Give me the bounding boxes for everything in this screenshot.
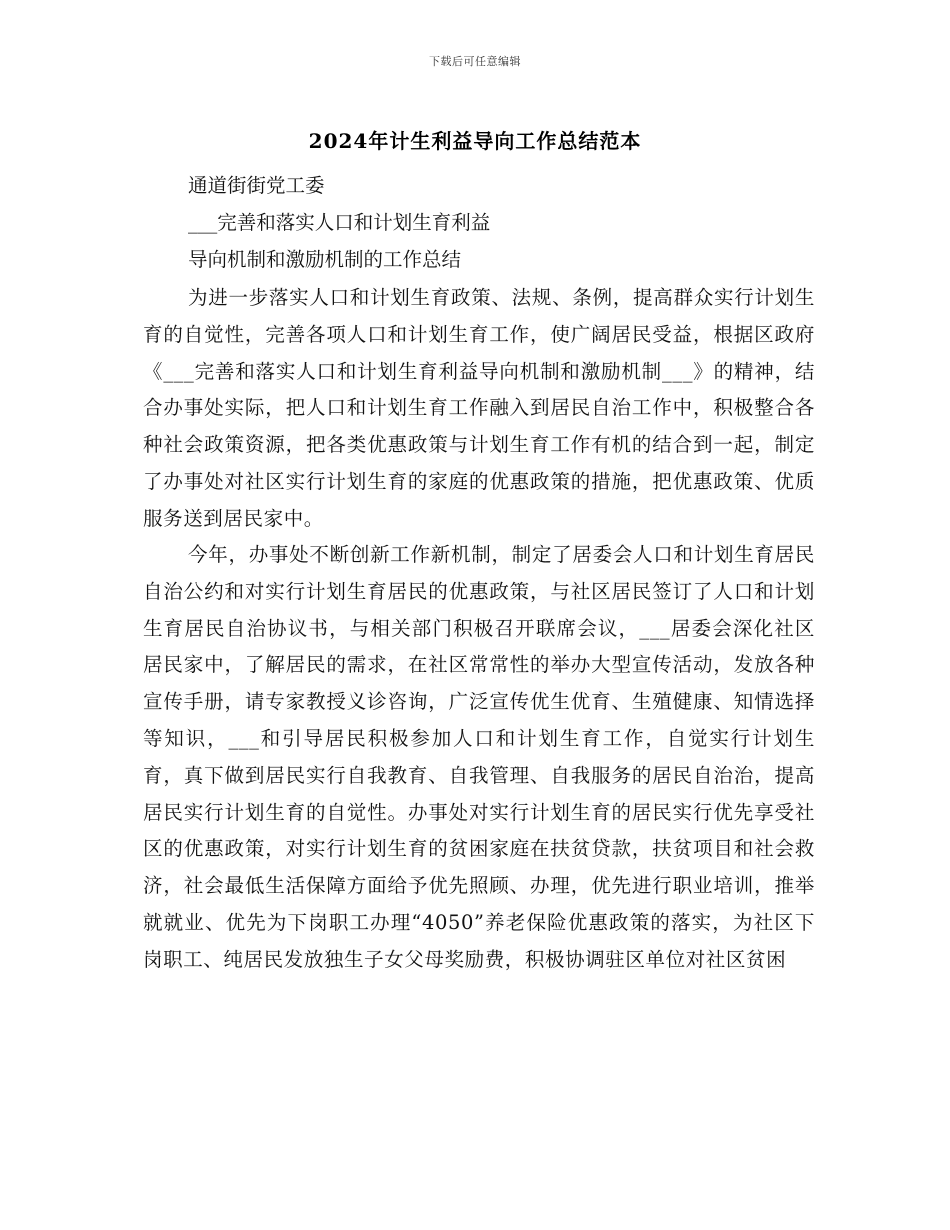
header-note: 下载后可任意编辑: [429, 55, 521, 68]
body-paragraph-2: 今年，办事处不断创新工作新机制，制定了居委会人口和计划生育居民自治公约和对实行计划生育居民的优惠政策，与社区居民签订了人口和计划生育居民自治协议书，与相关部门积极召开联席会议，___居委会深化社区居民家中，了解居民的需求，在社区常常性的举办大型宣传活动，发放各种宣传手册，请专家教授义诊咨询，广泛宣传优生优育、生殖健康、知情选择等知识，___和引导居民积极参加人口和计划生育工作，自觉实行计划生育，真下做到居民实行自我教育、自我管理、自我服务的居民自治治，提高居民实行计划生育的自觉性。办事处对实行计划生育的居民实行优先享受社区的优惠政策，对实行计划生育的贫困家庭在扶贫贷款，扶贫项目和社会救济，社会最低生活保障方面给予优先照顾、办理，优先进行职业培训，推举就就业、优先为下岗职工办理“4050”养老保险优惠政策的落实，为社区下岗职工、纯居民发放独生子女父母奖励费，积极协调驻区单位对社区贫困: [143, 543, 815, 971]
intro-line-subject: ___完善和落实人口和计划生育利益: [188, 211, 491, 234]
document-title: 2024年计生利益导向工作总结范本: [308, 129, 642, 153]
body-paragraph-1: 为进一步落实人口和计划生育政策、法规、条例，提高群众实行计划生育的自觉性，完善各项人口和计划生育工作，使广阔居民受益，根据区政府《___完善和落实人口和计划生育利益导向机制和激励机制___》的精神，结合办事处实际，把人口和计划生育工作融入到居民自治工作中，积极整合各种社会政策资源，把各类优惠政策与计划生育工作有机的结合到一起，制定了办事处对社区实行计划生育的家庭的优惠政策的措施，把优惠政策、优质服务送到居民家中。: [143, 286, 815, 530]
intro-line-organization: 通道街街党工委: [188, 174, 325, 197]
intro-line-summary: 导向机制和激励机制的工作总结: [188, 248, 462, 271]
